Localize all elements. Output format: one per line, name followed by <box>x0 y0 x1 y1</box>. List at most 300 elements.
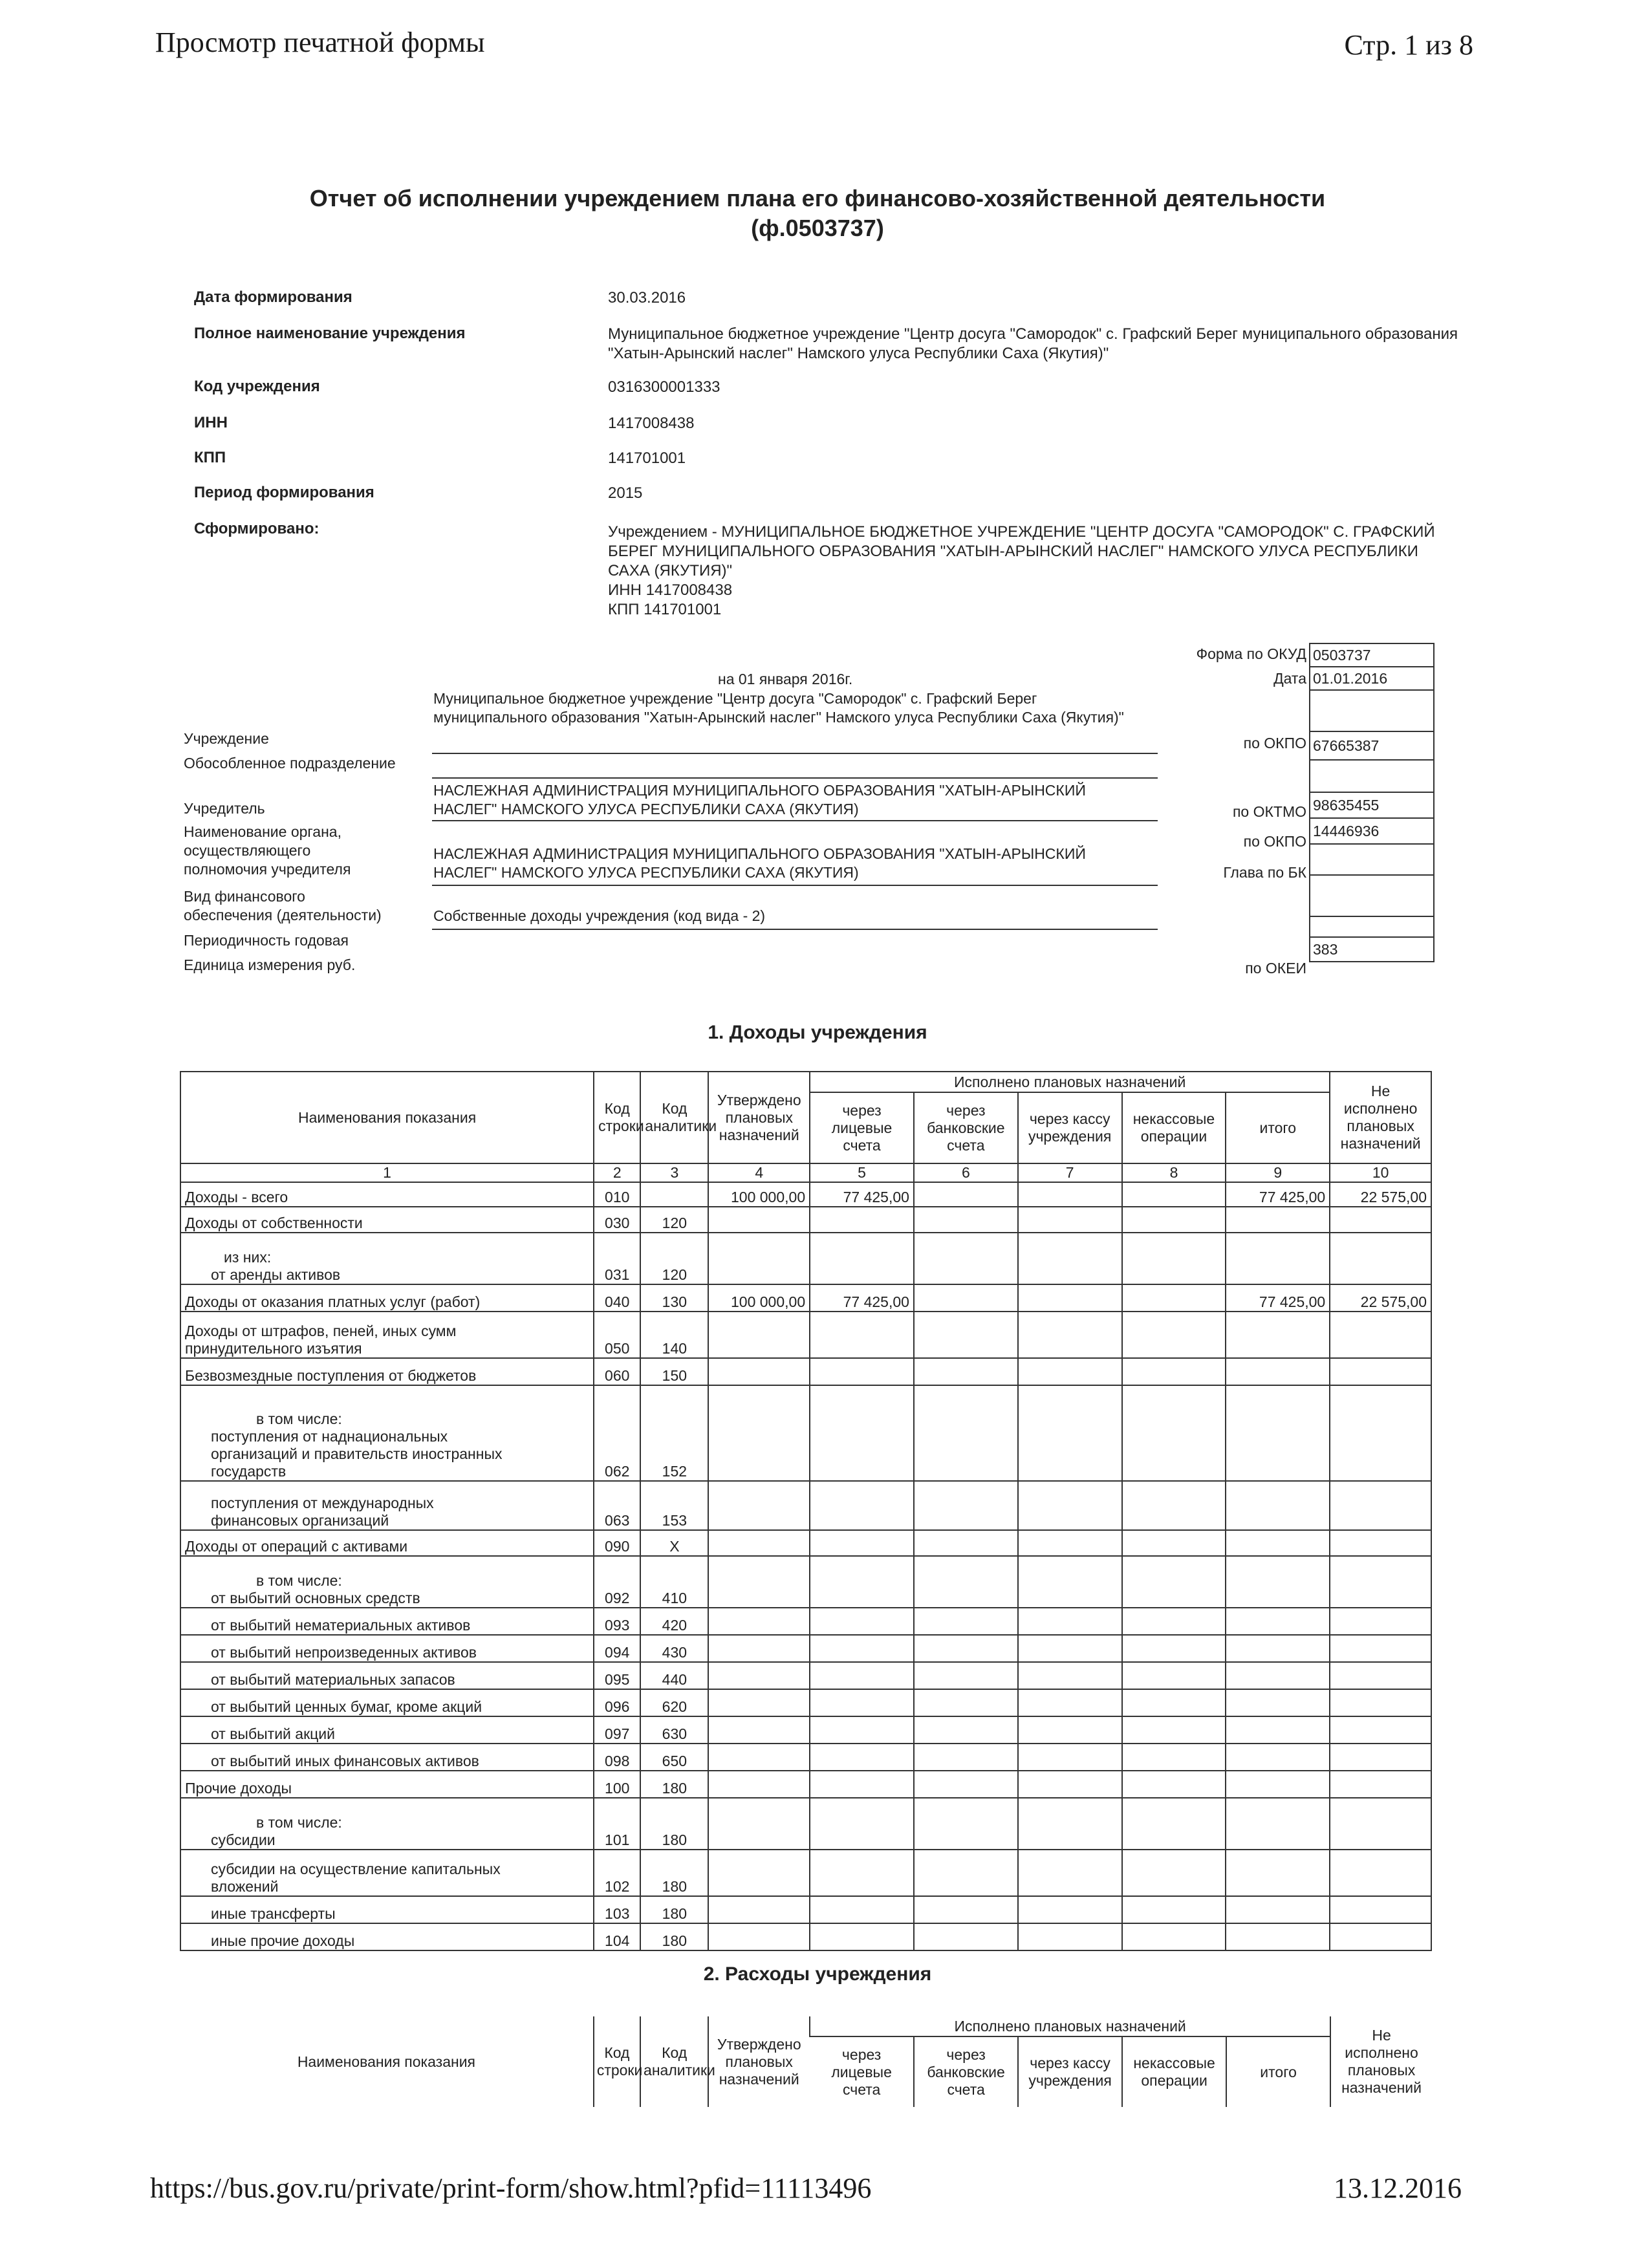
table-row <box>180 1896 1431 1923</box>
row-noncash <box>1122 1481 1226 1530</box>
code-value <box>1310 875 1434 916</box>
organ-label-line: полномочия учредителя <box>184 861 351 878</box>
row-noncash <box>1122 1182 1226 1207</box>
row-cash <box>1018 1716 1122 1744</box>
row-cash <box>1018 1233 1122 1284</box>
row-accounts <box>810 1850 914 1896</box>
table-row <box>180 1635 1431 1662</box>
col-num: 3 <box>640 1163 708 1182</box>
row-bank <box>914 1896 1018 1923</box>
row-cash <box>1018 1896 1122 1923</box>
row-name-line: принудительного изъятия <box>185 1340 362 1357</box>
row-code: 060 <box>594 1358 640 1385</box>
institution-label: Учреждение <box>184 730 269 747</box>
fin-label <box>184 887 382 925</box>
code-value <box>1310 916 1434 937</box>
col-num: 7 <box>1018 1163 1122 1182</box>
th-total: итого <box>1226 1092 1330 1163</box>
footer-date: 13.12.2016 <box>1334 2172 1462 2204</box>
row-bank <box>914 1556 1018 1608</box>
row-name <box>180 1312 594 1358</box>
row-total <box>1226 1798 1330 1850</box>
table-row <box>180 1608 1431 1635</box>
col-num: 4 <box>708 1163 810 1182</box>
row-bank <box>914 1530 1018 1556</box>
row-total <box>1226 1896 1330 1923</box>
row-name-line: от выбытий акций <box>211 1725 336 1742</box>
row-bank <box>914 1284 1018 1312</box>
info-value: Муниципальное бюджетное учреждение "Центр досуга "Самородок" с. Графский Берег муниципального образования "Хатын-Арынский наслег" Намского улуса Республики Саха (Якутия)" <box>608 325 1458 362</box>
row-approved <box>708 1662 810 1689</box>
row-bank <box>914 1716 1018 1744</box>
row-analytic: 180 <box>640 1896 708 1923</box>
row-analytic: 410 <box>640 1556 708 1608</box>
formed-by-text: Учреждением - МУНИЦИПАЛЬНОЕ БЮДЖЕТНОЕ УЧРЕЖДЕНИЕ "ЦЕНТР ДОСУГА "САМОРОДОК" С. ГРАФСКИЙ БЕРЕГ МУНИЦИПАЛЬНОГО ОБРАЗОВАНИЯ "ХАТЫН-АРЫНСКИЙ НАСЛЕГ" НАМСКОГО УЛУСА РЕСПУБЛИКИ САХА (ЯКУТИЯ)" <box>608 523 1435 579</box>
row-accounts: 77 425,00 <box>810 1284 914 1312</box>
row-code: 062 <box>594 1385 640 1481</box>
row-approved <box>708 1896 810 1923</box>
row-cash <box>1018 1312 1122 1358</box>
row-total <box>1226 1481 1330 1530</box>
info-label: ИНН <box>194 414 228 431</box>
table-row <box>180 1556 1431 1608</box>
row-total <box>1226 1850 1330 1896</box>
row-name <box>180 1358 594 1385</box>
row-analytic: 120 <box>640 1233 708 1284</box>
row-code: 030 <box>594 1207 640 1233</box>
table-row <box>180 1312 1431 1358</box>
formed-by-kpp: КПП 141701001 <box>608 601 722 618</box>
th2-analytic: Код аналитики <box>640 2016 708 2107</box>
row-cash <box>1018 1850 1122 1896</box>
row-analytic <box>640 1182 708 1207</box>
th2-executed: Исполнено плановых назначений <box>810 2016 1330 2036</box>
th2-name: Наименования показания <box>297 2053 475 2070</box>
formed-by-inn: ИНН 1417008438 <box>608 581 733 599</box>
row-analytic: 620 <box>640 1689 708 1716</box>
row-approved <box>708 1798 810 1850</box>
row-name <box>180 1284 594 1312</box>
row-total <box>1226 1923 1330 1950</box>
row-noncash <box>1122 1635 1226 1662</box>
row-code: 010 <box>594 1182 640 1207</box>
row-code: 093 <box>594 1608 640 1635</box>
row-noncash <box>1122 1284 1226 1312</box>
row-name <box>180 1896 594 1923</box>
row-approved <box>708 1689 810 1716</box>
col-num: 10 <box>1330 1163 1431 1182</box>
row-accounts <box>810 1312 914 1358</box>
row-accounts <box>810 1608 914 1635</box>
row-analytic: 440 <box>640 1662 708 1689</box>
code-label: Глава по БК <box>1223 864 1306 881</box>
row-bank <box>914 1798 1018 1850</box>
table-row <box>180 1662 1431 1689</box>
row-cash <box>1018 1798 1122 1850</box>
table-row <box>180 1530 1431 1556</box>
row-name-line: от выбытий непроизведенных активов <box>211 1644 477 1661</box>
row-notexec <box>1330 1662 1431 1689</box>
row-code: 040 <box>594 1284 640 1312</box>
row-analytic: 180 <box>640 1798 708 1850</box>
code-label: Дата <box>1273 670 1306 687</box>
row-name-line: в том числе: <box>256 1572 342 1589</box>
organ-label <box>184 823 351 879</box>
row-notexec <box>1330 1385 1431 1481</box>
info-value <box>608 523 1436 620</box>
row-cash <box>1018 1923 1122 1950</box>
row-noncash <box>1122 1798 1226 1850</box>
row-noncash <box>1122 1689 1226 1716</box>
code-label: по ОКПО <box>1243 833 1306 850</box>
info-value: 1417008438 <box>608 415 695 432</box>
row-analytic: X <box>640 1530 708 1556</box>
page-counter: Стр. 1 из 8 <box>1344 29 1473 61</box>
row-total <box>1226 1689 1330 1716</box>
row-name-line: от выбытий нематериальных активов <box>211 1617 471 1634</box>
row-cash <box>1018 1635 1122 1662</box>
code-value: 383 <box>1310 937 1434 962</box>
row-accounts <box>810 1556 914 1608</box>
row-notexec <box>1330 1896 1431 1923</box>
row-name-line: от выбытий основных средств <box>211 1590 420 1606</box>
row-name-line: поступления от наднациональных <box>211 1428 448 1445</box>
row-bank <box>914 1182 1018 1207</box>
row-approved: 100 000,00 <box>708 1182 810 1207</box>
row-total <box>1226 1530 1330 1556</box>
row-analytic: 180 <box>640 1771 708 1798</box>
row-total <box>1226 1385 1330 1481</box>
th-code: Код строки <box>594 1072 640 1163</box>
col-num: 2 <box>594 1163 640 1182</box>
row-bank <box>914 1358 1018 1385</box>
footer-url: https://bus.gov.ru/private/print-form/show.html?pfid=11113496 <box>150 2172 872 2204</box>
row-name <box>180 1716 594 1744</box>
row-bank <box>914 1923 1018 1950</box>
organ-value: НАСЛЕЖНАЯ АДМИНИСТРАЦИЯ МУНИЦИПАЛЬНОГО ОБРАЗОВАНИЯ "ХАТЫН-АРЫНСКИЙ НАСЛЕГ" НАМСКОГО УЛУСА РЕСПУБЛИКИ САХА (ЯКУТИЯ) <box>433 845 1086 881</box>
row-analytic: 150 <box>640 1358 708 1385</box>
th-notexec: Не исполнено плановых назначений <box>1330 1072 1431 1163</box>
row-approved <box>708 1312 810 1358</box>
row-notexec <box>1330 1207 1431 1233</box>
row-notexec <box>1330 1689 1431 1716</box>
row-cash <box>1018 1284 1122 1312</box>
row-noncash <box>1122 1896 1226 1923</box>
row-bank <box>914 1635 1018 1662</box>
row-name-line: иные прочие доходы <box>211 1932 355 1949</box>
table-row <box>180 1481 1431 1530</box>
row-noncash <box>1122 1744 1226 1771</box>
row-bank <box>914 1233 1018 1284</box>
row-name-line: субсидии <box>211 1831 276 1848</box>
founder-value: НАСЛЕЖНАЯ АДМИНИСТРАЦИЯ МУНИЦИПАЛЬНОГО ОБРАЗОВАНИЯ "ХАТЫН-АРЫНСКИЙ НАСЛЕГ" НАМСКОГО УЛУСА РЕСПУБЛИКИ САХА (ЯКУТИЯ) <box>433 782 1086 817</box>
expense-table-header <box>180 2016 1432 2107</box>
row-notexec <box>1330 1923 1431 1950</box>
code-label: по ОКТМО <box>1232 803 1306 820</box>
row-bank <box>914 1771 1018 1798</box>
row-notexec <box>1330 1716 1431 1744</box>
row-analytic: 140 <box>640 1312 708 1358</box>
table-row <box>180 1771 1431 1798</box>
row-noncash <box>1122 1385 1226 1481</box>
row-notexec <box>1330 1608 1431 1635</box>
row-approved <box>708 1207 810 1233</box>
code-label: Форма по ОКУД <box>1196 645 1306 662</box>
row-noncash <box>1122 1530 1226 1556</box>
row-noncash <box>1122 1358 1226 1385</box>
table-row <box>180 1798 1431 1850</box>
row-analytic: 152 <box>640 1385 708 1481</box>
row-name <box>180 1530 594 1556</box>
col-num: 9 <box>1226 1163 1330 1182</box>
info-value: 30.03.2016 <box>608 289 686 307</box>
table-row <box>180 1716 1431 1744</box>
info-label: Полное наименование учреждения <box>194 325 466 342</box>
row-name-line: субсидии на осуществление капитальных <box>211 1861 501 1877</box>
row-name-line: финансовых организаций <box>211 1512 389 1529</box>
row-code: 092 <box>594 1556 640 1608</box>
row-total: 77 425,00 <box>1226 1182 1330 1207</box>
row-cash <box>1018 1481 1122 1530</box>
row-approved <box>708 1358 810 1385</box>
row-notexec <box>1330 1635 1431 1662</box>
row-noncash <box>1122 1556 1226 1608</box>
organ-label-line: осуществляющего <box>184 842 311 859</box>
row-noncash <box>1122 1923 1226 1950</box>
row-approved <box>708 1530 810 1556</box>
row-code: 096 <box>594 1689 640 1716</box>
row-accounts <box>810 1689 914 1716</box>
row-approved <box>708 1385 810 1481</box>
row-name <box>180 1798 594 1850</box>
th-noncash: некассовые операции <box>1122 1092 1226 1163</box>
row-name-line: от аренды активов <box>211 1266 341 1283</box>
row-notexec <box>1330 1312 1431 1358</box>
row-bank <box>914 1481 1018 1530</box>
row-bank <box>914 1850 1018 1896</box>
row-name <box>180 1608 594 1635</box>
table-row <box>180 1182 1431 1207</box>
row-code: 102 <box>594 1850 640 1896</box>
row-cash <box>1018 1556 1122 1608</box>
row-noncash <box>1122 1662 1226 1689</box>
row-analytic: 420 <box>640 1608 708 1635</box>
row-cash <box>1018 1608 1122 1635</box>
row-name-line: государств <box>211 1463 287 1480</box>
row-name-line: Доходы - всего <box>185 1189 288 1205</box>
row-name <box>180 1481 594 1530</box>
row-bank <box>914 1385 1018 1481</box>
th-approved: Утверждено плановых назначений <box>708 1072 810 1163</box>
row-approved <box>708 1608 810 1635</box>
th2-noncash: некассовые операции <box>1122 2036 1226 2107</box>
th-executed: Исполнено плановых назначений <box>810 1072 1330 1092</box>
info-value: 0316300001333 <box>608 378 720 396</box>
period-label: Периодичность годовая <box>184 932 349 949</box>
row-name <box>180 1744 594 1771</box>
row-accounts <box>810 1207 914 1233</box>
row-total: 77 425,00 <box>1226 1284 1330 1312</box>
row-bank <box>914 1744 1018 1771</box>
row-notexec <box>1330 1798 1431 1850</box>
row-accounts <box>810 1744 914 1771</box>
table-row <box>180 1744 1431 1771</box>
th2-total: итого <box>1226 2036 1330 2107</box>
row-approved <box>708 1556 810 1608</box>
row-notexec <box>1330 1481 1431 1530</box>
row-bank <box>914 1689 1018 1716</box>
row-noncash <box>1122 1312 1226 1358</box>
row-name-line: в том числе: <box>256 1410 342 1427</box>
row-approved <box>708 1481 810 1530</box>
row-code: 097 <box>594 1716 640 1744</box>
row-noncash <box>1122 1716 1226 1744</box>
row-accounts <box>810 1798 914 1850</box>
th-accounts: через лицевые счета <box>810 1092 914 1163</box>
row-accounts <box>810 1923 914 1950</box>
report-title <box>0 184 1635 243</box>
info-value: 2015 <box>608 484 643 502</box>
row-bank <box>914 1312 1018 1358</box>
row-name <box>180 1771 594 1798</box>
row-name-line: от выбытий иных финансовых активов <box>211 1753 479 1769</box>
row-approved <box>708 1850 810 1896</box>
info-label: Период формирования <box>194 484 374 501</box>
th-analytic: Код аналитики <box>640 1072 708 1163</box>
col-num: 1 <box>180 1163 594 1182</box>
section2-title: 2. Расходы учреждения <box>703 1963 932 1985</box>
row-code: 103 <box>594 1896 640 1923</box>
table-row <box>180 1233 1431 1284</box>
row-bank <box>914 1662 1018 1689</box>
table-row <box>180 1385 1431 1481</box>
fin-label-line: Вид финансового <box>184 888 305 905</box>
row-notexec <box>1330 1850 1431 1896</box>
row-approved <box>708 1635 810 1662</box>
th-name: Наименования показания <box>180 1072 594 1163</box>
row-accounts <box>810 1896 914 1923</box>
row-noncash <box>1122 1608 1226 1635</box>
row-code: 098 <box>594 1744 640 1771</box>
row-accounts <box>810 1530 914 1556</box>
row-total <box>1226 1207 1330 1233</box>
code-label: по ОКЕИ <box>1245 960 1306 977</box>
founder-label: Учредитель <box>184 800 265 817</box>
row-total <box>1226 1233 1330 1284</box>
row-name-line: в том числе: <box>256 1814 342 1831</box>
row-approved <box>708 1716 810 1744</box>
row-approved <box>708 1233 810 1284</box>
report-form-code: (ф.0503737) <box>751 215 884 241</box>
row-analytic: 180 <box>640 1923 708 1950</box>
row-code: 104 <box>594 1923 640 1950</box>
row-accounts <box>810 1385 914 1481</box>
row-code: 101 <box>594 1798 640 1850</box>
row-notexec <box>1330 1556 1431 1608</box>
report-date-line: на 01 января 2016г. <box>718 671 853 687</box>
row-name-line: от выбытий материальных запасов <box>211 1671 455 1688</box>
row-code: 095 <box>594 1662 640 1689</box>
row-cash <box>1018 1744 1122 1771</box>
code-value: 98635455 <box>1310 792 1434 818</box>
row-name <box>180 1233 594 1284</box>
code-value <box>1310 844 1434 875</box>
row-total <box>1226 1635 1330 1662</box>
row-name <box>180 1556 594 1608</box>
info-label: КПП <box>194 449 226 466</box>
report-title-line1: Отчет об исполнении учреждением плана его финансово-хозяйственной деятельности <box>309 185 1326 211</box>
row-approved <box>708 1771 810 1798</box>
row-cash <box>1018 1530 1122 1556</box>
row-code: 090 <box>594 1530 640 1556</box>
row-cash <box>1018 1771 1122 1798</box>
row-name-line: Доходы от штрафов, пеней, иных сумм <box>185 1323 457 1339</box>
row-code: 063 <box>594 1481 640 1530</box>
row-cash <box>1018 1662 1122 1689</box>
row-code: 050 <box>594 1312 640 1358</box>
row-accounts <box>810 1716 914 1744</box>
income-table <box>180 1071 1432 1951</box>
row-noncash <box>1122 1207 1226 1233</box>
th2-accounts: через лицевые счета <box>810 2036 914 2107</box>
row-name-line: вложений <box>211 1878 279 1895</box>
row-total <box>1226 1608 1330 1635</box>
row-name <box>180 1689 594 1716</box>
row-notexec: 22 575,00 <box>1330 1284 1431 1312</box>
row-total <box>1226 1662 1330 1689</box>
row-approved: 100 000,00 <box>708 1284 810 1312</box>
col-num: 8 <box>1122 1163 1226 1182</box>
row-noncash <box>1122 1850 1226 1896</box>
col-num: 5 <box>810 1163 914 1182</box>
row-name <box>180 1923 594 1950</box>
row-code: 094 <box>594 1635 640 1662</box>
row-name-line: из них: <box>224 1249 272 1266</box>
row-analytic: 153 <box>640 1481 708 1530</box>
info-label: Код учреждения <box>194 378 320 395</box>
institution-value: Муниципальное бюджетное учреждение "Центр досуга "Самородок" с. Графский Берег муниципального образования "Хатын-Арынский наслег" Намского улуса Республики Саха (Якутия)" <box>433 690 1124 726</box>
th2-cash: через кассу учреждения <box>1018 2036 1122 2107</box>
row-notexec <box>1330 1233 1431 1284</box>
row-accounts <box>810 1358 914 1385</box>
row-name-line: организаций и правительств иностранных <box>211 1445 503 1462</box>
th-cash: через кассу учреждения <box>1018 1092 1122 1163</box>
row-cash <box>1018 1358 1122 1385</box>
row-name-line: поступления от международных <box>211 1495 434 1511</box>
row-notexec <box>1330 1358 1431 1385</box>
codes-table <box>1309 643 1435 962</box>
row-total <box>1226 1358 1330 1385</box>
table-row <box>180 1923 1431 1950</box>
th2-notexec: Не исполнено плановых назначений <box>1330 2016 1432 2107</box>
row-bank <box>914 1608 1018 1635</box>
row-notexec <box>1330 1771 1431 1798</box>
row-name <box>180 1207 594 1233</box>
row-name <box>180 1182 594 1207</box>
row-approved <box>708 1744 810 1771</box>
row-total <box>1226 1744 1330 1771</box>
row-analytic: 430 <box>640 1635 708 1662</box>
row-name <box>180 1662 594 1689</box>
fin-value: Собственные доходы учреждения (код вида - 2) <box>433 907 766 924</box>
code-value: 0503737 <box>1310 643 1434 667</box>
row-accounts <box>810 1481 914 1530</box>
row-name-line: иные трансферты <box>211 1905 336 1922</box>
row-name <box>180 1850 594 1896</box>
organ-label-line: Наименование органа, <box>184 823 341 840</box>
th-bank: через банковские счета <box>914 1092 1018 1163</box>
info-label: Дата формирования <box>194 288 352 306</box>
